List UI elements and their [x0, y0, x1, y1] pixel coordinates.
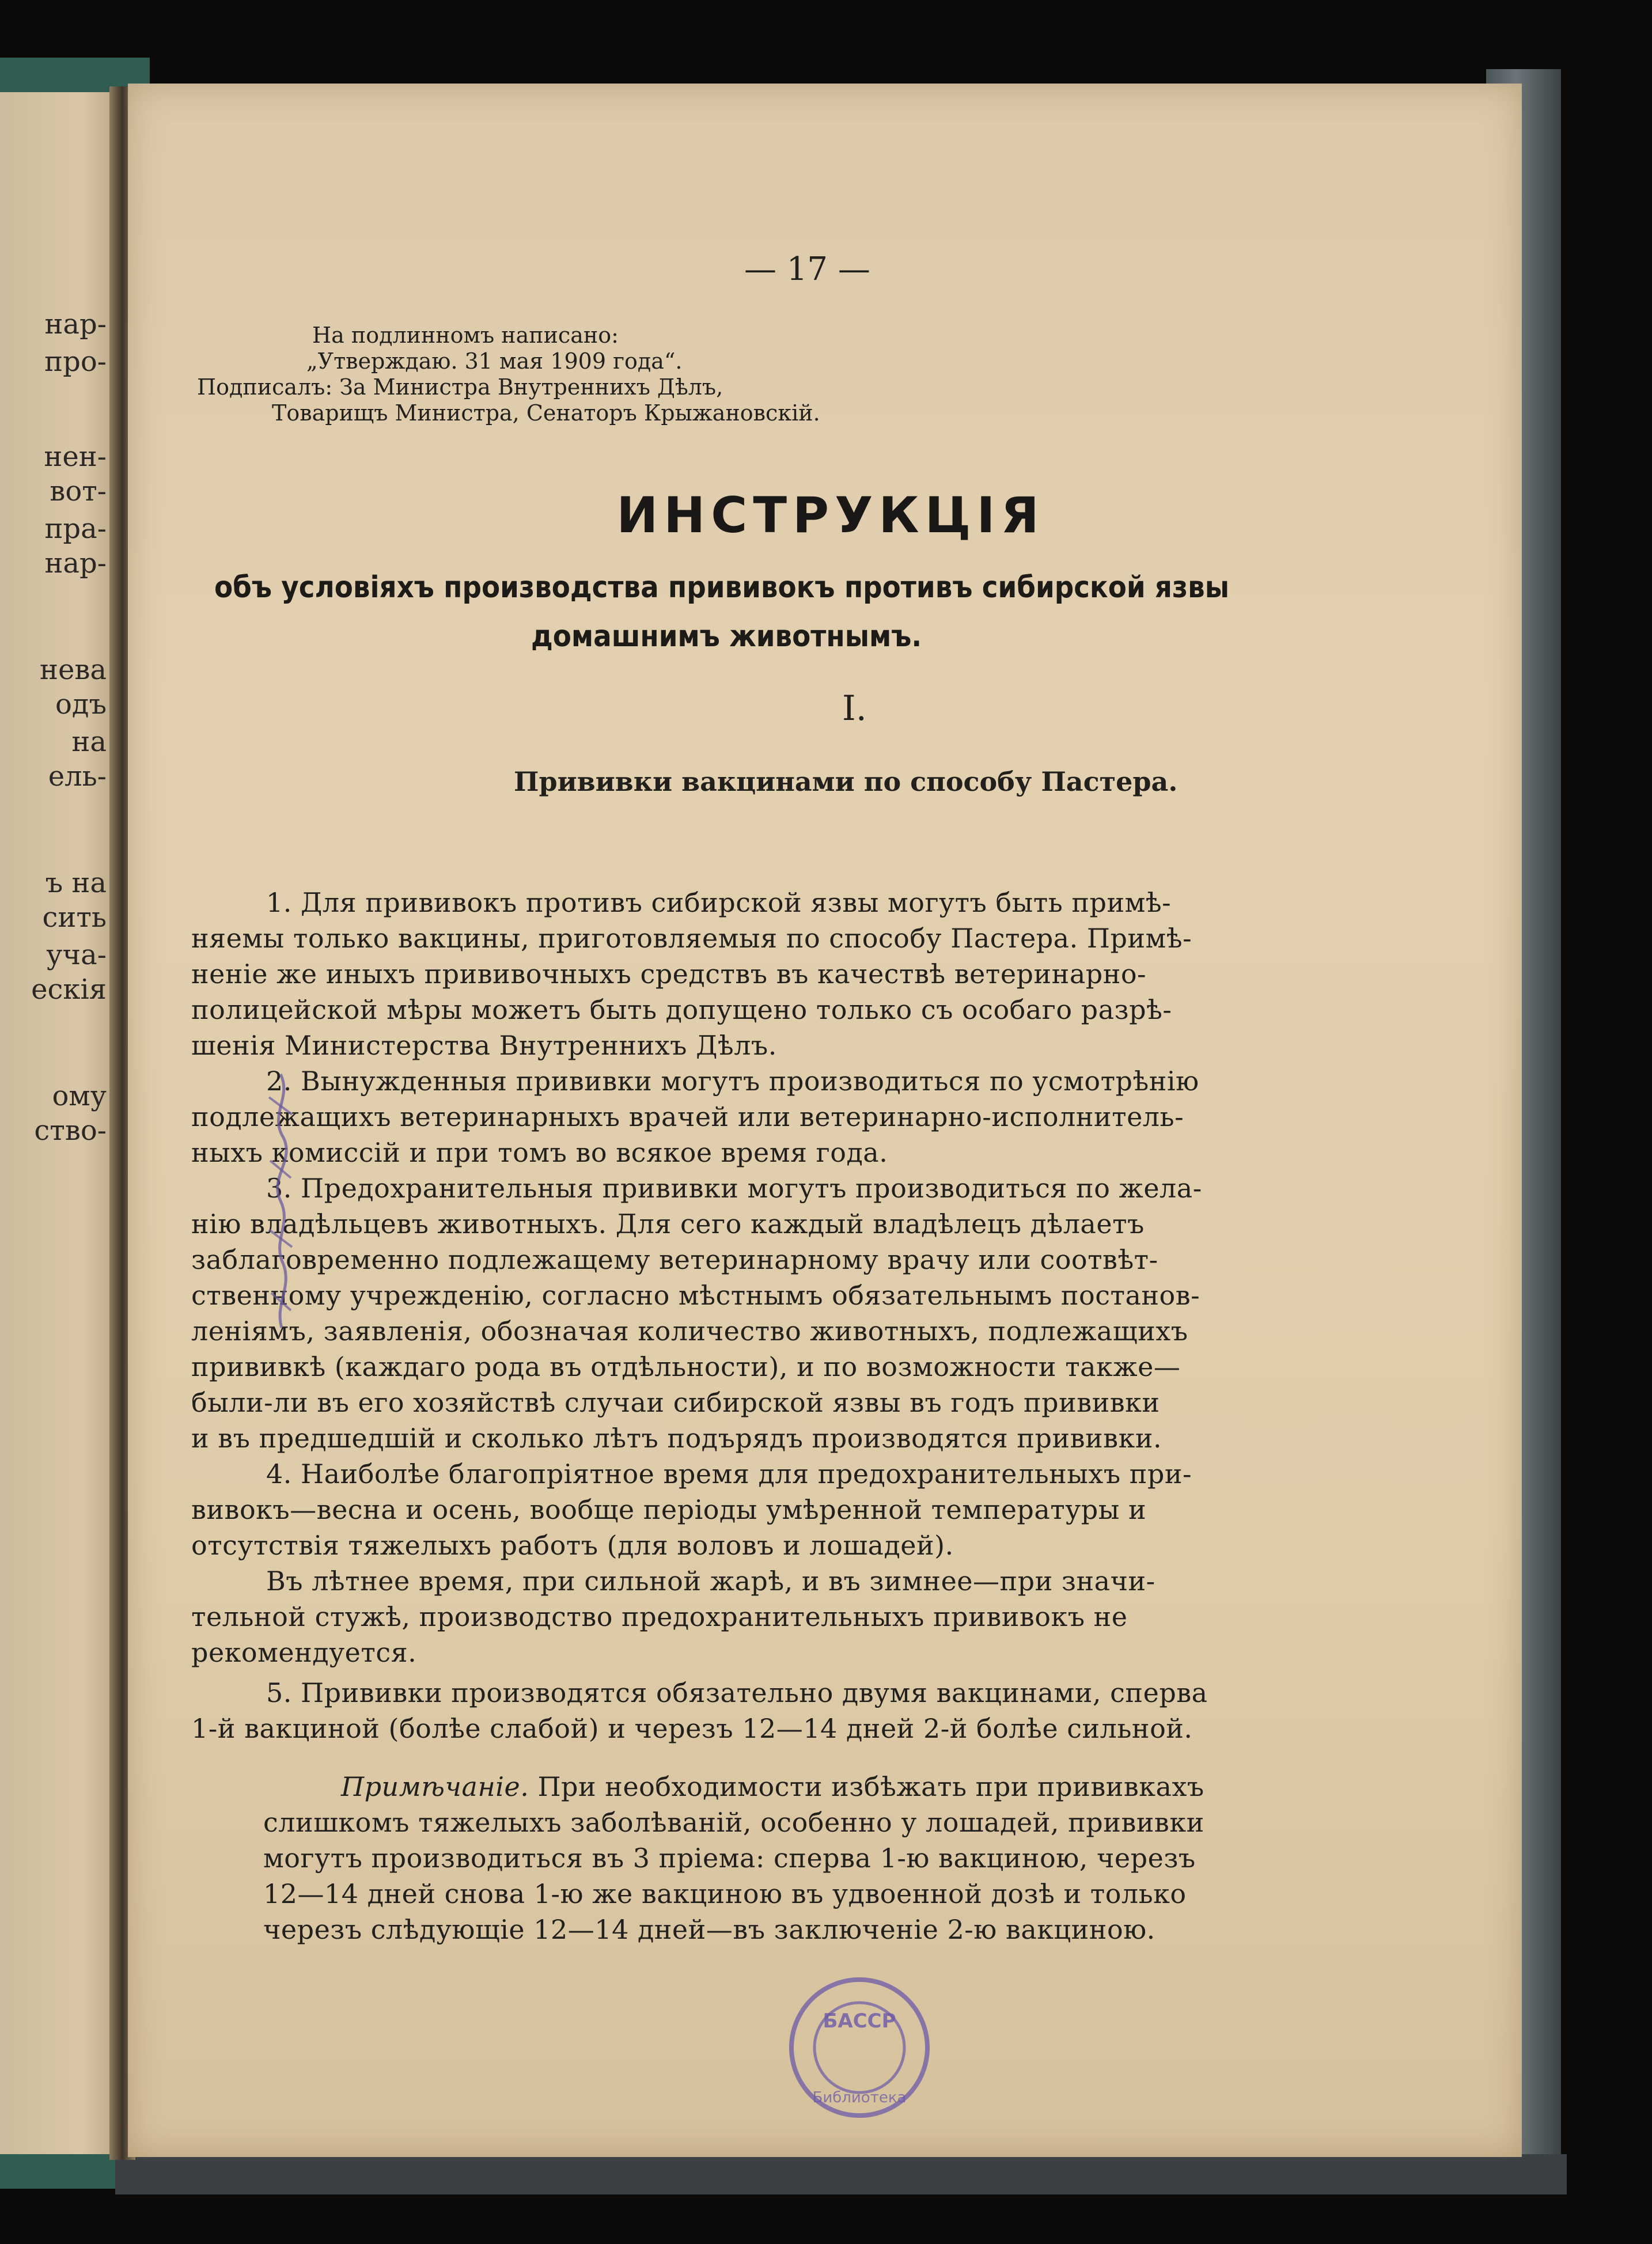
body-line: заблаговременно подлежащему ветеринарному врачу или соотвѣт- — [191, 1244, 1158, 1275]
page — [128, 84, 1522, 2157]
page-number: — 17 — — [744, 251, 870, 288]
approval-line: „Утверждаю. 31 мая 1909 года“. — [306, 348, 683, 374]
body-line: шенія Министерства Внутреннихъ Дѣлъ. — [191, 1030, 777, 1061]
body-line: полицейской мѣры можетъ быть допущено только съ особаго разрѣ- — [191, 994, 1172, 1025]
body-line: были-ли въ его хозяйствѣ случаи сибирской язвы въ годъ прививки — [191, 1387, 1160, 1418]
note-first-line — [341, 1771, 1204, 1802]
left-page-fragment: ъ на — [45, 867, 107, 899]
document-title: ИНСТРУКЦІЯ — [616, 487, 1045, 544]
body-line: вивокъ—весна и осень, вообще періоды умѣренной температуры и — [191, 1494, 1147, 1525]
body-line: 5. Прививки производятся обязательно двумя вакцинами, сперва — [266, 1677, 1208, 1708]
body-line: и въ предшедшій и сколько лѣтъ подърядъ производятся прививки. — [191, 1423, 1162, 1454]
body-line: Въ лѣтнее время, при сильной жарѣ, и въ зимнее—при значи- — [266, 1566, 1155, 1597]
library-stamp — [785, 1973, 934, 2122]
approval-signature: Товарищъ Министра, Сенаторъ Крыжановскій. — [272, 400, 820, 426]
left-page-fragment: сить — [42, 901, 107, 934]
note-text: При необходимости избѣжать при прививкахъ — [537, 1771, 1204, 1802]
body-line: 1. Для прививокъ противъ сибирской язвы могутъ быть примѣ- — [266, 887, 1172, 918]
body-line: 2. Вынужденныя прививки могутъ производиться по усмотрѣнію — [266, 1066, 1199, 1097]
body-line: прививкѣ (каждаго рода въ отдѣльности), и по возможности также— — [191, 1351, 1181, 1382]
body-line: 1-й вакциной (болѣе слабой) и черезъ 12—14 дней 2-й болѣе сильной. — [191, 1713, 1193, 1744]
left-page-fragment: ель- — [48, 760, 107, 793]
approval-line: На подлинномъ написано: — [312, 323, 619, 348]
body-line: подлежащихъ ветеринарныхъ врачей или ветеринарно-исполнитель- — [191, 1101, 1184, 1132]
left-page-fragment: нева — [39, 654, 107, 686]
left-page-fragment: нен- — [44, 441, 107, 473]
body-line: рекомендуется. — [191, 1637, 417, 1668]
left-page-fragment: уча- — [46, 939, 107, 971]
subtitle-line: домашнимъ животнымъ. — [531, 619, 922, 654]
body-line: ственному учрежденію, согласно мѣстнымъ обязательнымъ постанов- — [191, 1280, 1200, 1311]
subtitle-line: объ условіяхъ производства прививокъ противъ сибирской язвы — [214, 570, 1230, 605]
left-page-fragment: нар- — [44, 547, 107, 579]
body-line: нію владѣльцевъ животныхъ. Для сего каждый владѣлецъ дѣлаетъ — [191, 1208, 1145, 1239]
left-page-fragment: ескія — [31, 973, 107, 1006]
svg-text:Библиотека: Библиотека — [812, 2089, 907, 2106]
left-page-fragment: на — [71, 726, 107, 758]
note-line: черезъ слѣдующіе 12—14 дней—въ заключеніе 2-ю вакциною. — [263, 1914, 1155, 1945]
left-page-fragment: нар- — [44, 308, 107, 340]
section-heading: Прививки вакцинами по способу Пастера. — [514, 766, 1178, 797]
note-label: Примѣчаніе. — [341, 1771, 529, 1802]
left-page — [0, 92, 118, 2154]
cover-edge-lower — [115, 2154, 1567, 2194]
note-line: 12—14 дней снова 1-ю же вакциною въ удвоенной дозѣ и только — [263, 1878, 1187, 1909]
note-line: могутъ производиться въ 3 пріема: сперва 1-ю вакциною, черезъ — [263, 1843, 1196, 1874]
left-page-fragment: ому — [52, 1080, 107, 1112]
note-line: слишкомъ тяжелыхъ заболѣваній, особенно у лошадей, прививки — [263, 1807, 1204, 1838]
body-line: няемы только вакцины, приготовляемыя по способу Пастера. Примѣ- — [191, 923, 1192, 954]
body-line: 3. Предохранительныя прививки могутъ производиться по жела- — [266, 1173, 1202, 1204]
left-page-fragment: пра- — [44, 513, 107, 545]
left-page-fragment: про- — [44, 346, 107, 378]
left-page-fragment: вот- — [50, 475, 107, 507]
body-line: неніе же иныхъ прививочныхъ средствъ въ качествѣ ветеринарно- — [191, 958, 1147, 990]
body-line: леніямъ, заявленія, обозначая количество животныхъ, подлежащихъ — [191, 1316, 1188, 1347]
left-page-fragment: ство- — [34, 1115, 107, 1147]
approval-line: Подписалъ: За Министра Внутреннихъ Дѣлъ, — [197, 374, 723, 400]
svg-text:БАССР: БАССР — [823, 2010, 896, 2033]
body-line: отсутствія тяжелыхъ работъ (для воловъ и лошадей). — [191, 1530, 954, 1561]
body-line: 4. Наиболѣе благопріятное время для предохранительныхъ при- — [266, 1458, 1192, 1489]
section-numeral: I. — [842, 688, 867, 729]
handwritten-inventory-number — [257, 1063, 304, 1339]
body-line: тельной стужѣ, производство предохранительныхъ прививокъ не — [191, 1601, 1128, 1632]
left-page-fragment: одъ — [55, 688, 107, 721]
body-line: ныхъ комиссій и при томъ во всякое время года. — [191, 1137, 888, 1168]
